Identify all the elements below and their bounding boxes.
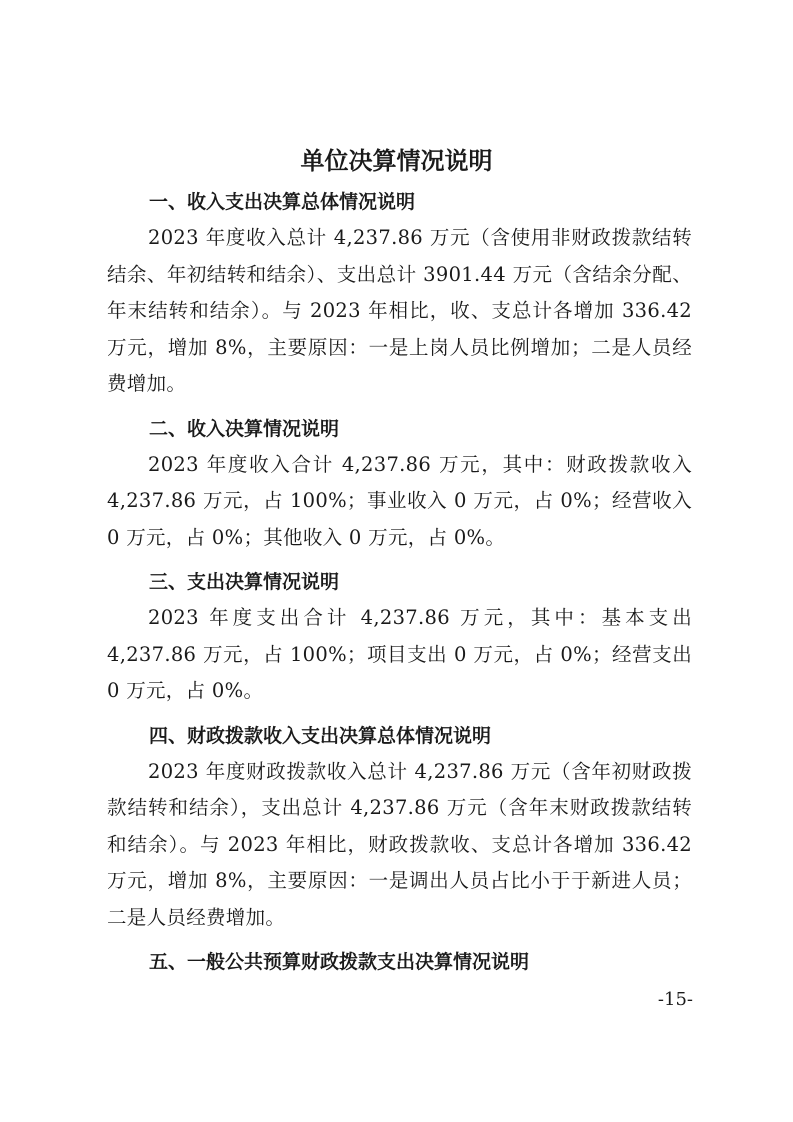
page-number: -15- <box>657 989 693 1010</box>
section-2-paragraph: 2023 年度收入合计 4,237.86 万元，其中：财政拨款收入 4,237.86 万元，占 100%；事业收入 0 万元，占 0%；经营收入 0 万元，占 0%；其他收入 0 万元，占 0%。 <box>107 452 692 549</box>
page-title: 单位决算情况说明 <box>300 146 493 175</box>
section-2-heading: 二、收入决算情况说明 <box>149 417 340 440</box>
section-3-heading: 三、支出决算情况说明 <box>149 571 340 593</box>
section-5-heading: 五、一般公共预算财政拨款支出决算情况说明 <box>149 951 530 973</box>
section-4-heading: 四、财政拨款收入支出决算总体情况说明 <box>149 724 492 747</box>
section-1-heading: 一、收入支出决算总体情况说明 <box>149 191 416 213</box>
section-1-paragraph: 2023 年度收入总计 4,237.86 万元（含使用非财政拨款结转结余、年初结转和结余）、支出总计 3901.44 万元（含结余分配、年末结转和结余）。与 2023 年相比，收、支总计各增加 336.42 万元，增加 8%，主要原因：一是上岗人员比例增加；二是人员经费增加。 <box>107 226 692 395</box>
document-body <box>107 184 692 980</box>
section-3-paragraph: 2023 年度支出合计 4,237.86 万元，其中：基本支出 4,237.86 万元，占 100%；项目支出 0 万元，占 0%；经营支出 0 万元，占 0%。 <box>107 606 692 702</box>
section-4-paragraph: 2023 年度财政拨款收入总计 4,237.86 万元（含年初财政拨款结转和结余），支出总计 4,237.86 万元（含年末财政拨款结转和结余）。与 2023 年相比，财政拨款收、支总计各增加 336.42 万元，增加 8%，主要原因：一是调出人员占比小于于新进人员；二是人员经费增加。 <box>107 759 692 929</box>
